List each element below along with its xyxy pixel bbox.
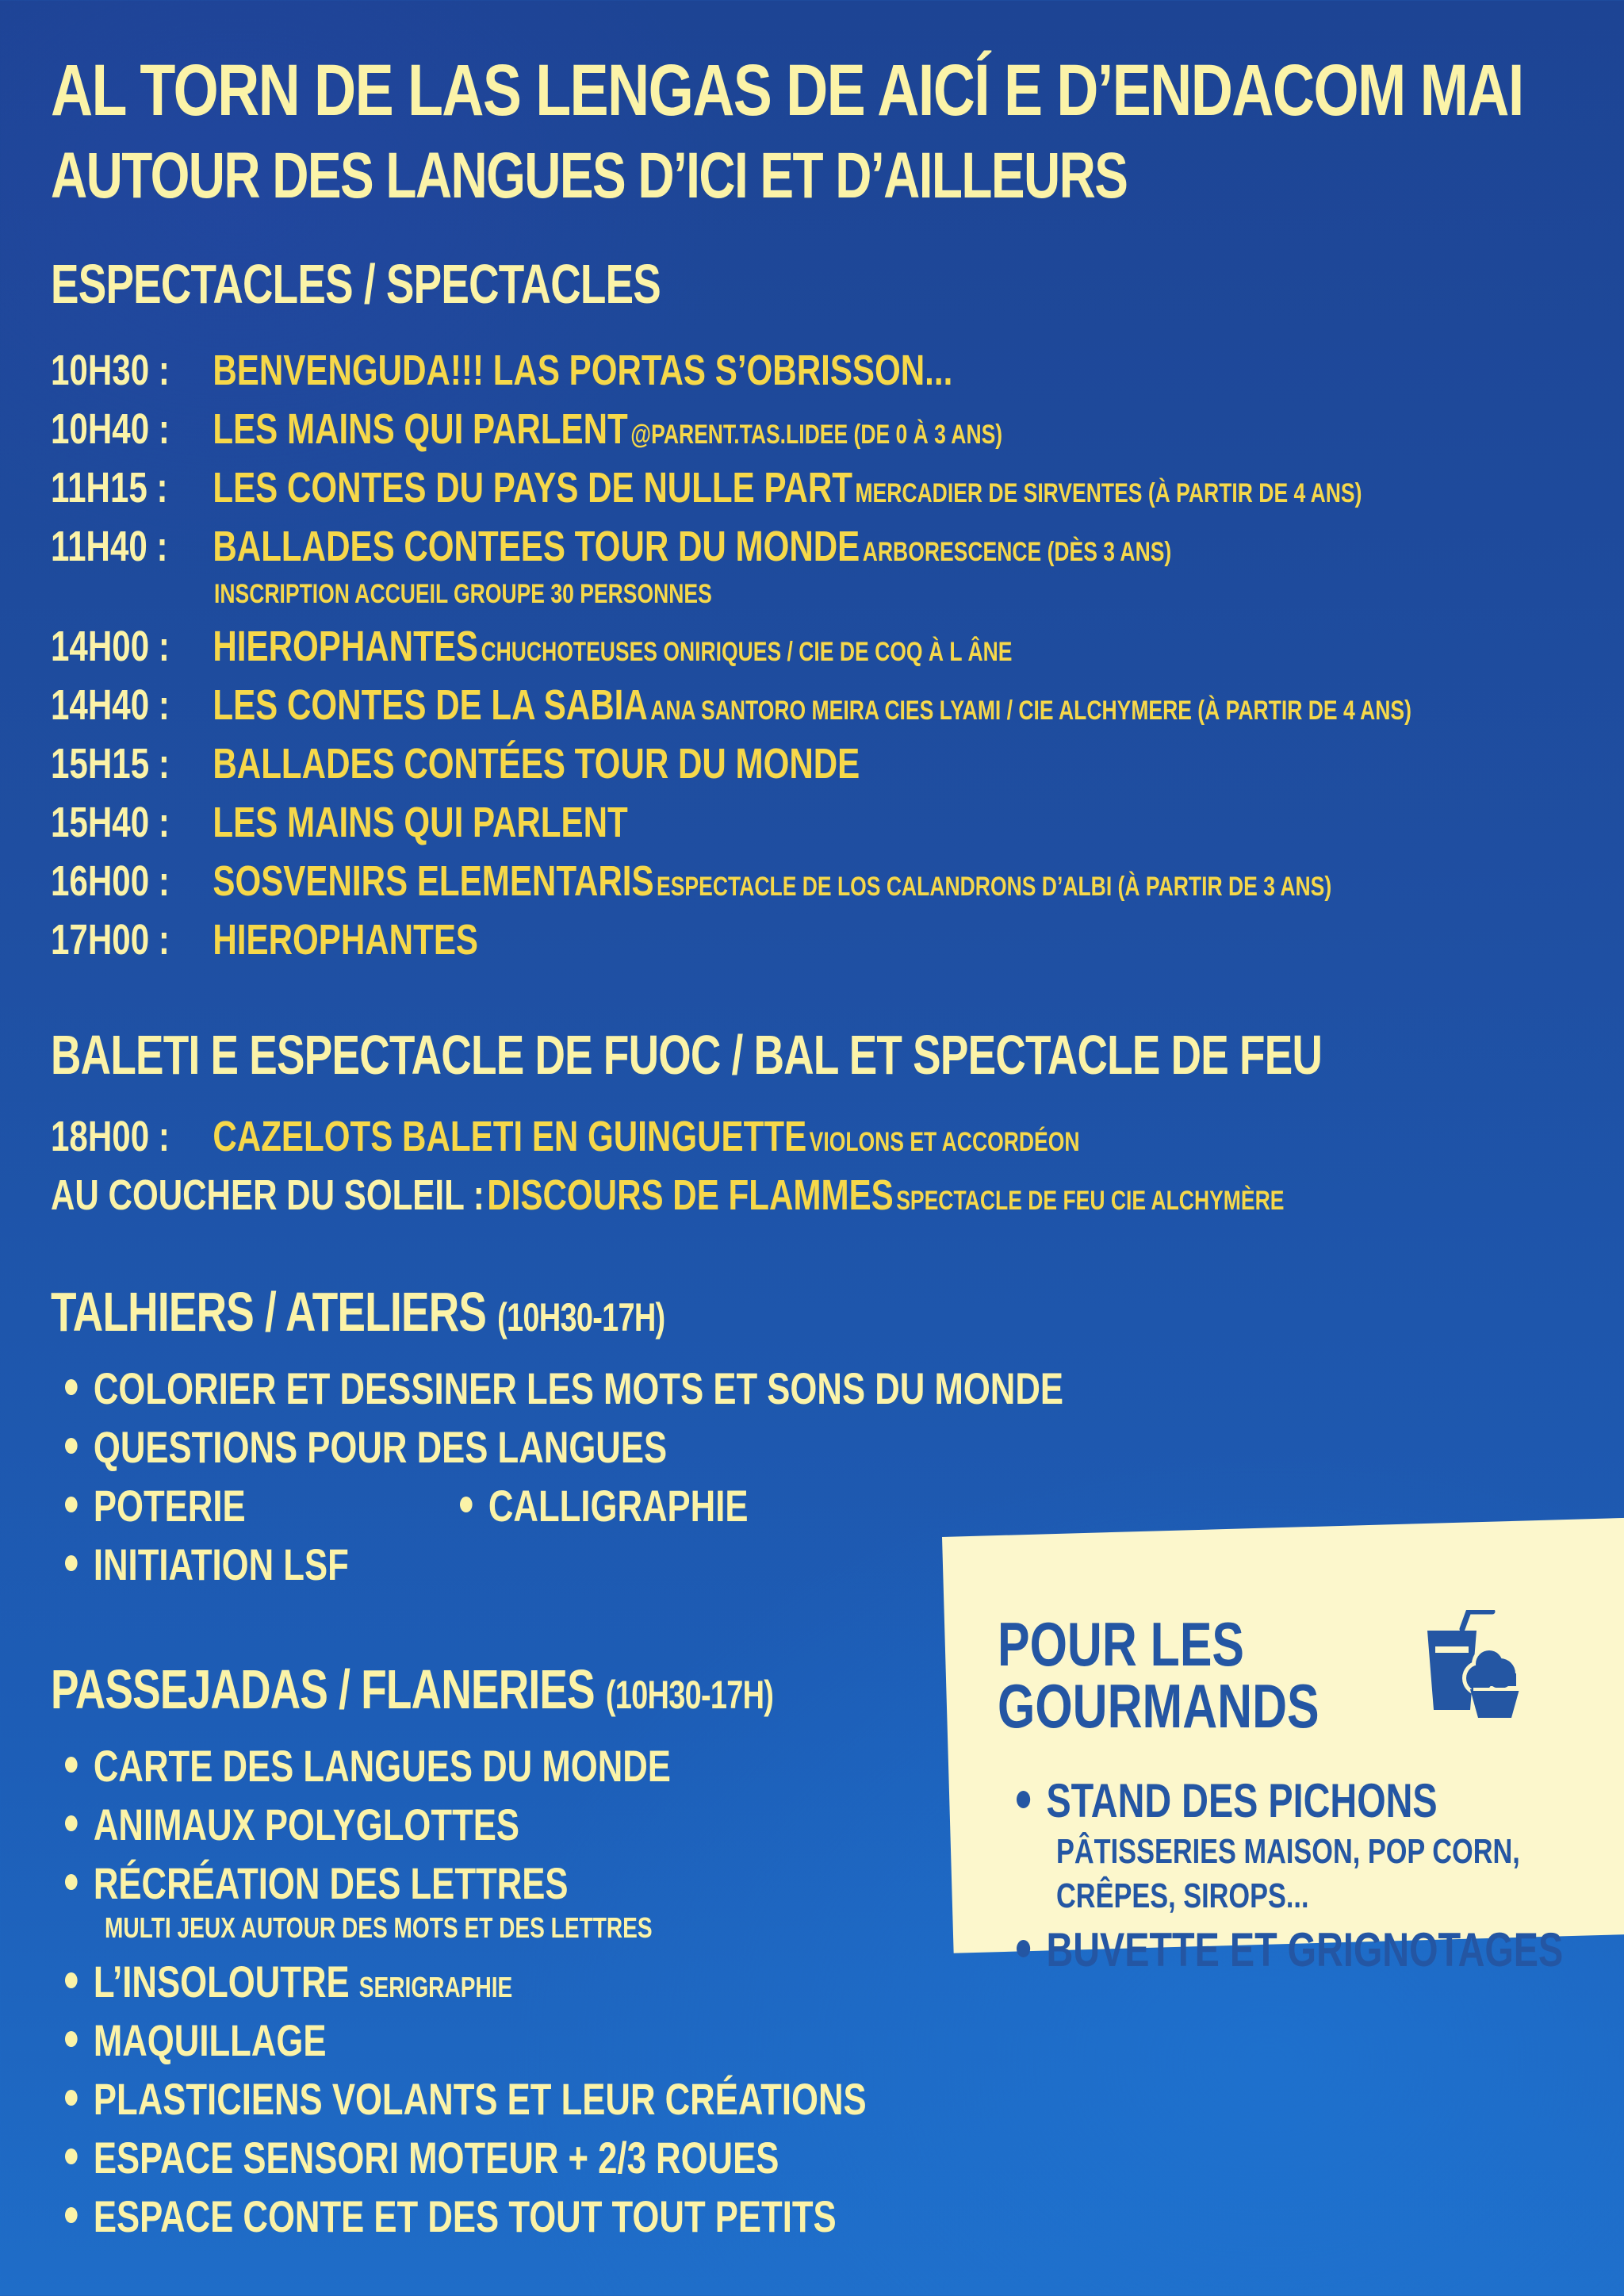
schedule-name: HIEROPHANTES [213, 623, 479, 670]
bullet-icon [65, 1874, 78, 1890]
list-item-label: L’INSOLOUTRE [93, 1957, 350, 2007]
list-item [65, 1799, 519, 1850]
schedule-time: 10H40 : [51, 405, 170, 453]
schedule-name: SOSVENIRS ELEMENTARIS [213, 857, 654, 905]
bullet-icon [65, 1972, 78, 1988]
list-item-label: CARTE DES LANGUES DU MONDE [93, 1741, 671, 1791]
schedule-name: CAZELOTS BALETI EN GUINGUETTE [213, 1113, 807, 1160]
schedule-row [51, 463, 1362, 512]
schedule-time: AU COUCHER DU SOLEIL : [51, 1171, 485, 1219]
schedule-name: BENVENGUDA!!! LAS PORTAS S’OBRISSON... [213, 347, 953, 394]
list-item [65, 1956, 512, 2007]
gourmands-item [1017, 1773, 1438, 1828]
schedule-name: LES CONTES DE LA SABIA [213, 681, 648, 729]
title-french: AUTOUR DES LANGUES D’ICI ET D’AILLEURS [51, 140, 1128, 212]
list-item-subnote: MULTI JEUX AUTOUR DES MOTS ET DES LETTRES [105, 1911, 653, 1944]
schedule-name: LES MAINS QUI PARLENT [213, 799, 628, 846]
baleti-title: BALETI E ESPECTACLE DE FUOC / BAL ET SPECTACLE DE FEU [51, 1024, 1323, 1086]
schedule-name: BALLADES CONTEES TOUR DU MONDE [213, 523, 860, 570]
schedule-time: 10H30 : [51, 347, 170, 394]
list-item-label: ESPACE SENSORI MOTEUR + 2/3 ROUES [93, 2133, 779, 2183]
list-item-label: COLORIER ET DESSINER LES MOTS ET SONS DU MONDE [93, 1363, 1064, 1413]
schedule-name: BALLADES CONTÉES TOUR DU MONDE [213, 740, 860, 788]
bullet-icon [1017, 1940, 1030, 1957]
gourmands-item-sub: PÂTISSERIES MAISON, POP CORN, [1056, 1832, 1520, 1871]
list-item [65, 1539, 349, 1590]
schedule-time: 14H00 : [51, 623, 170, 670]
bullet-icon [65, 1497, 78, 1512]
schedule-row [51, 680, 1411, 730]
list-item-label: RÉCRÉATION DES LETTRES [93, 1858, 569, 1908]
list-item-label: POTERIE [93, 1481, 246, 1531]
bullet-icon [65, 2090, 78, 2106]
schedule-name: DISCOURS DE FLAMMES [487, 1171, 894, 1219]
list-item [65, 1363, 1063, 1414]
schedule-time: 17H00 : [51, 916, 170, 964]
list-item-note: SERIGRAPHIE [358, 1971, 513, 2003]
schedule-note: @PARENT.TAS.LIDEE (DE 0 À 3 ANS) [630, 420, 1003, 450]
schedule-row [51, 915, 478, 964]
schedule-time: 14H40 : [51, 681, 170, 729]
list-item [65, 1480, 246, 1531]
schedule-time: 11H40 : [51, 523, 168, 570]
flaneries-title-text: PASSEJADAS / FLANERIES [51, 1658, 595, 1720]
gourmands-item-sub: CRÊPES, SIROPS... [1056, 1876, 1309, 1915]
ateliers-title-text: TALHIERS / ATELIERS [51, 1281, 487, 1343]
gourmands-title-line2: GOURMANDS [998, 1671, 1320, 1741]
schedule-row [51, 798, 628, 847]
schedule-row [51, 857, 1331, 906]
flaneries-hours: (10H30-17H) [605, 1673, 774, 1717]
schedule-note: VIOLONS ET ACCORDÉON [809, 1127, 1080, 1157]
list-item [65, 1740, 671, 1792]
schedule-subnote: INSCRIPTION ACCUEIL GROUPE 30 PERSONNES [214, 579, 712, 609]
schedule-note: SPECTACLE DE FEU CIE ALCHYMÈRE [896, 1186, 1285, 1216]
ateliers-title [51, 1280, 665, 1343]
schedule-time: 18H00 : [51, 1113, 170, 1160]
list-item-label: INITIATION LSF [93, 1539, 349, 1589]
schedule-note: ARBORESCENCE (DÈS 3 ANS) [862, 537, 1172, 567]
schedule-time: 15H15 : [51, 740, 170, 788]
list-item-label: QUESTIONS POUR DES LANGUES [93, 1422, 668, 1472]
schedule-note: ESPECTACLE DE LOS CALANDRONS D’ALBI (À PARTIR DE 3 ANS) [657, 872, 1332, 902]
list-item [65, 2073, 867, 2125]
title-occitan: AL TORN DE LAS LENGAS DE AICÍ E D’ENDACOM MAI [51, 50, 1523, 131]
schedule-row [51, 404, 1002, 454]
schedule-name: HIEROPHANTES [213, 916, 479, 964]
schedule-note: CHUCHOTEUSES ONIRIQUES / CIE DE COQ À L ÂNE [481, 637, 1013, 667]
schedule-row [51, 739, 860, 788]
flaneries-title [51, 1658, 773, 1721]
schedule-time: 11H15 : [51, 464, 168, 512]
list-item [65, 2191, 837, 2242]
schedule-name: LES MAINS QUI PARLENT [213, 405, 628, 453]
schedule-row [51, 346, 952, 395]
gourmands-title-line1: POUR LES [998, 1609, 1245, 1679]
list-item-label: ANIMAUX POLYGLOTTES [93, 1800, 520, 1849]
list-item-label: MAQUILLAGE [93, 2015, 327, 2065]
gourmands-item [1017, 1922, 1563, 1977]
ateliers-hours: (10H30-17H) [497, 1295, 665, 1340]
list-item-label: PLASTICIENS VOLANTS ET LEUR CRÉATIONS [93, 2074, 867, 2124]
bullet-icon [65, 2148, 78, 2164]
schedule-time: 16H00 : [51, 857, 170, 905]
bullet-icon [65, 1379, 78, 1395]
list-item [65, 1857, 569, 1909]
spectacles-title: ESPECTACLES / SPECTACLES [51, 253, 661, 315]
list-item [65, 2132, 779, 2183]
list-item-label: ESPACE CONTE ET DES TOUT TOUT PETITS [93, 2191, 837, 2241]
schedule-time: 15H40 : [51, 799, 170, 846]
schedule-row [51, 622, 1012, 671]
bullet-icon [460, 1497, 473, 1512]
list-item-label: CALLIGRAPHIE [488, 1481, 749, 1531]
bullet-icon [65, 1815, 78, 1831]
drink-and-cupcake-icon [1421, 1610, 1524, 1721]
list-item [65, 1421, 667, 1473]
bullet-icon [65, 1438, 78, 1454]
schedule-note: ANA SANTORO MEIRA CIES LYAMI / CIE ALCHYMERE (À PARTIR DE 4 ANS) [650, 696, 1411, 726]
schedule-row [51, 522, 1171, 571]
schedule-name: LES CONTES DU PAYS DE NULLE PART [213, 464, 852, 512]
list-item [460, 1480, 748, 1531]
schedule-note: MERCADIER DE SIRVENTES (À PARTIR DE 4 ANS) [855, 478, 1362, 508]
gourmands-item-label: BUVETTE ET GRIGNOTAGES [1046, 1923, 1564, 1976]
list-item [65, 2014, 326, 2066]
schedule-row [51, 1171, 1284, 1220]
schedule-row [51, 1112, 1080, 1161]
bullet-icon [65, 1555, 78, 1571]
bullet-icon [1017, 1791, 1030, 1808]
gourmands-item-label: STAND DES PICHONS [1046, 1774, 1438, 1827]
bullet-icon [65, 2031, 78, 2047]
bullet-icon [65, 1757, 78, 1773]
bullet-icon [65, 2207, 78, 2223]
